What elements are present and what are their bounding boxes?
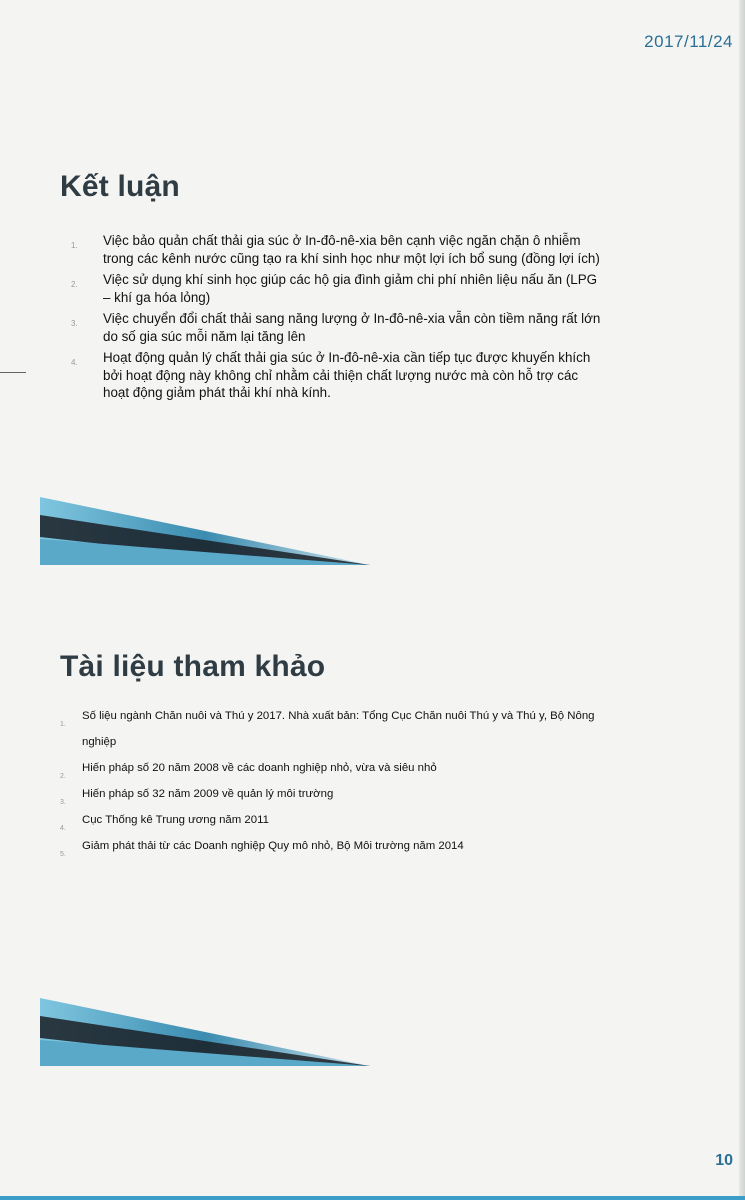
list-item-text: Việc chuyển đổi chất thải sang năng lượng ở In-đô-nê-xia vẫn còn tiềm năng rất lớn do số gia súc mỗi năm lại tăng lên <box>103 311 601 344</box>
list-item <box>60 807 602 833</box>
list-item-text: Giảm phát thải từ các Doanh nghiệp Quy mô nhỏ, Bộ Môi trường năm 2014 <box>82 840 464 852</box>
list-item-number: 2. <box>60 773 66 780</box>
decorative-wedge <box>40 497 370 569</box>
list-item-number: 1. <box>60 721 66 728</box>
list-item-number: 4. <box>60 825 66 832</box>
list-item <box>60 833 602 859</box>
list-item-text: Hiến pháp số 32 năm 2009 về quản lý môi trường <box>82 788 334 800</box>
references-list <box>60 703 602 859</box>
list-item-number: 3. <box>71 319 78 328</box>
page-number: 10 <box>715 1152 733 1169</box>
references-title: Tài liệu tham khảo <box>60 650 326 683</box>
list-item <box>60 781 602 807</box>
list-item-text: Cục Thống kê Trung ương năm 2011 <box>82 814 269 826</box>
list-item <box>71 310 603 345</box>
page-edge <box>739 0 745 1200</box>
list-item-number: 2. <box>71 280 78 289</box>
list-item-number: 5. <box>60 851 66 858</box>
conclusions-list <box>71 232 603 406</box>
list-item-number: 4. <box>71 358 78 367</box>
decorative-wedge <box>40 998 370 1070</box>
list-item <box>60 703 602 755</box>
list-item-text: Việc sử dụng khí sinh học giúp các hộ gia đình giảm chi phí nhiên liệu nấu ăn (LPG – khí ga hóa lỏng) <box>103 272 598 305</box>
margin-mark <box>0 372 26 373</box>
list-item-text: Hiến pháp số 20 năm 2008 về các doanh nghiệp nhỏ, vừa và siêu nhỏ <box>82 762 437 774</box>
list-item-text: Số liệu ngành Chăn nuôi và Thú y 2017. Nhà xuất bản: Tổng Cục Chăn nuôi Thú y và Thú y, Bộ Nông nghiệp <box>82 710 595 748</box>
list-item-number: 3. <box>60 799 66 806</box>
list-item-text: Việc bảo quản chất thải gia súc ở In-đô-nê-xia bên cạnh việc ngăn chặn ô nhiễm trong các kênh nước cũng tạo ra khí sinh học như một lợi ích bổ sung (đồng lợi ích) <box>103 233 600 266</box>
list-item <box>60 755 602 781</box>
list-item <box>71 349 603 402</box>
list-item <box>71 271 603 306</box>
list-item-number: 1. <box>71 241 78 250</box>
list-item <box>71 232 603 267</box>
conclusions-title: Kết luận <box>60 170 180 203</box>
bottom-edge <box>0 1196 745 1200</box>
page-date: 2017/11/24 <box>644 32 733 51</box>
list-item-text: Hoạt động quản lý chất thải gia súc ở In-đô-nê-xia cần tiếp tục được khuyến khích bởi hoạt động này không chỉ nhằm cải thiện chất lượng nước mà còn hỗ trợ các hoạt động giảm phát thải khí nhà kính. <box>103 350 591 400</box>
